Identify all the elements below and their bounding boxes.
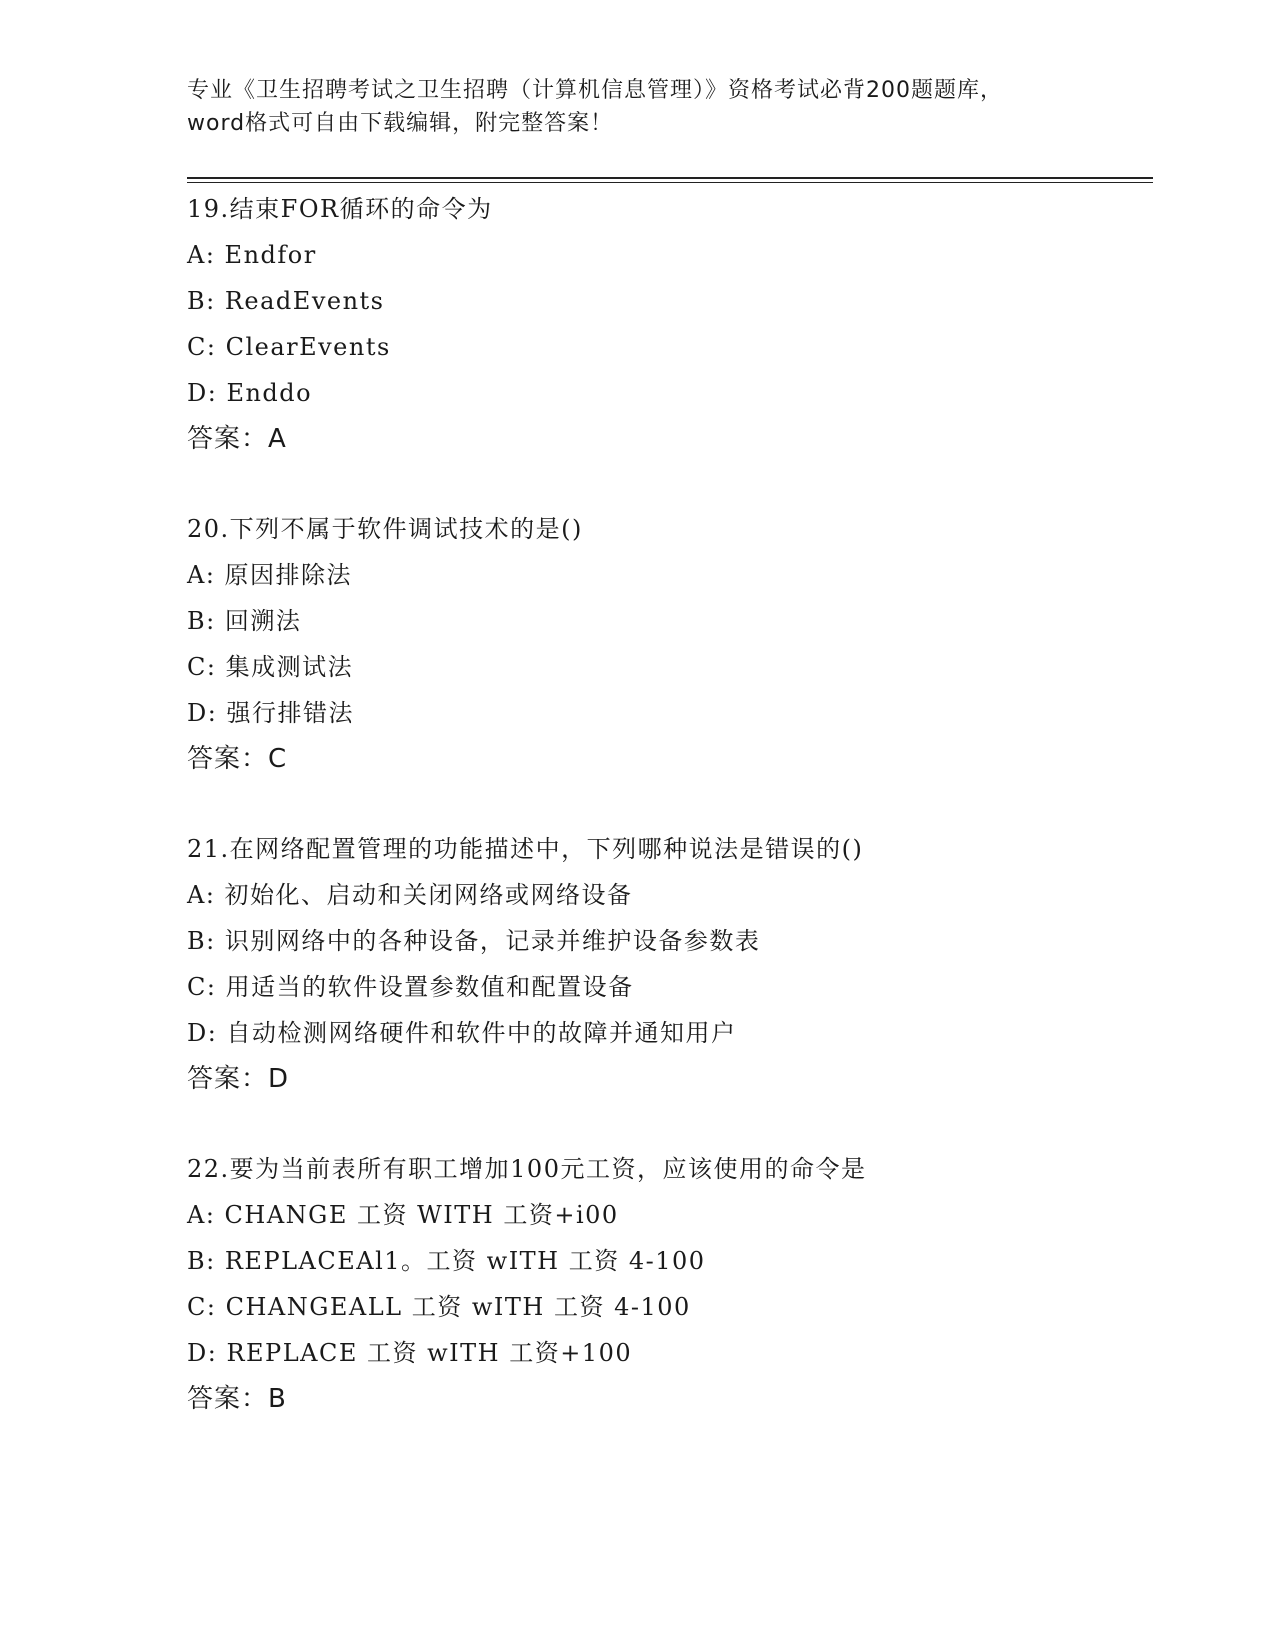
answer-line: 答案：D bbox=[187, 1064, 290, 1094]
option-b: B: REPLACEAl1。工资 wITH 工资 4-100 bbox=[187, 1247, 706, 1275]
answer-line: 答案：B bbox=[187, 1384, 287, 1414]
option-d: D: 自动检测网络硬件和软件中的故障并通知用户 bbox=[187, 1019, 737, 1047]
question-stem: 22.要为当前表所有职工增加100元工资，应该使用的命令是 bbox=[187, 1155, 867, 1183]
answer-line: 答案：C bbox=[187, 744, 288, 774]
option-a: A: Endfor bbox=[187, 241, 317, 269]
option-a: A: CHANGE 工资 WITH 工资+i00 bbox=[187, 1201, 619, 1229]
option-d: D: 强行排错法 bbox=[187, 699, 354, 727]
question-stem: 21.在网络配置管理的功能描述中，下列哪种说法是错误的() bbox=[187, 835, 864, 863]
document-header bbox=[187, 74, 1067, 140]
question-22 bbox=[187, 1146, 1147, 1422]
option-b: B: 识别网络中的各种设备，记录并维护设备参数表 bbox=[187, 927, 761, 955]
option-b: B: 回溯法 bbox=[187, 607, 302, 635]
question-20 bbox=[187, 506, 1147, 782]
header-line-2: word格式可自由下载编辑，附完整答案！ bbox=[187, 111, 614, 136]
option-b: B: ReadEvents bbox=[187, 287, 385, 315]
option-a: A: 原因排除法 bbox=[187, 561, 353, 589]
header-line-1: 专业《卫生招聘考试之卫生招聘（计算机信息管理）》资格考试必背200题题库， bbox=[187, 78, 1003, 103]
option-d: D: REPLACE 工资 wITH 工资+100 bbox=[187, 1339, 633, 1367]
option-d: D: Enddo bbox=[187, 379, 313, 407]
question-19 bbox=[187, 186, 1147, 462]
question-stem: 20.下列不属于软件调试技术的是() bbox=[187, 515, 583, 543]
option-a: A: 初始化、启动和关闭网络或网络设备 bbox=[187, 881, 633, 909]
option-c: C: CHANGEALL 工资 wITH 工资 4-100 bbox=[187, 1293, 691, 1321]
option-c: C: 用适当的软件设置参数值和配置设备 bbox=[187, 973, 634, 1001]
answer-line: 答案：A bbox=[187, 424, 287, 454]
header-divider-thick bbox=[187, 177, 1153, 179]
question-stem: 19.结束FOR循环的命令为 bbox=[187, 195, 493, 223]
question-21 bbox=[187, 826, 1147, 1102]
header-divider-thin bbox=[187, 182, 1153, 183]
option-c: C: ClearEvents bbox=[187, 333, 391, 361]
option-c: C: 集成测试法 bbox=[187, 653, 354, 681]
